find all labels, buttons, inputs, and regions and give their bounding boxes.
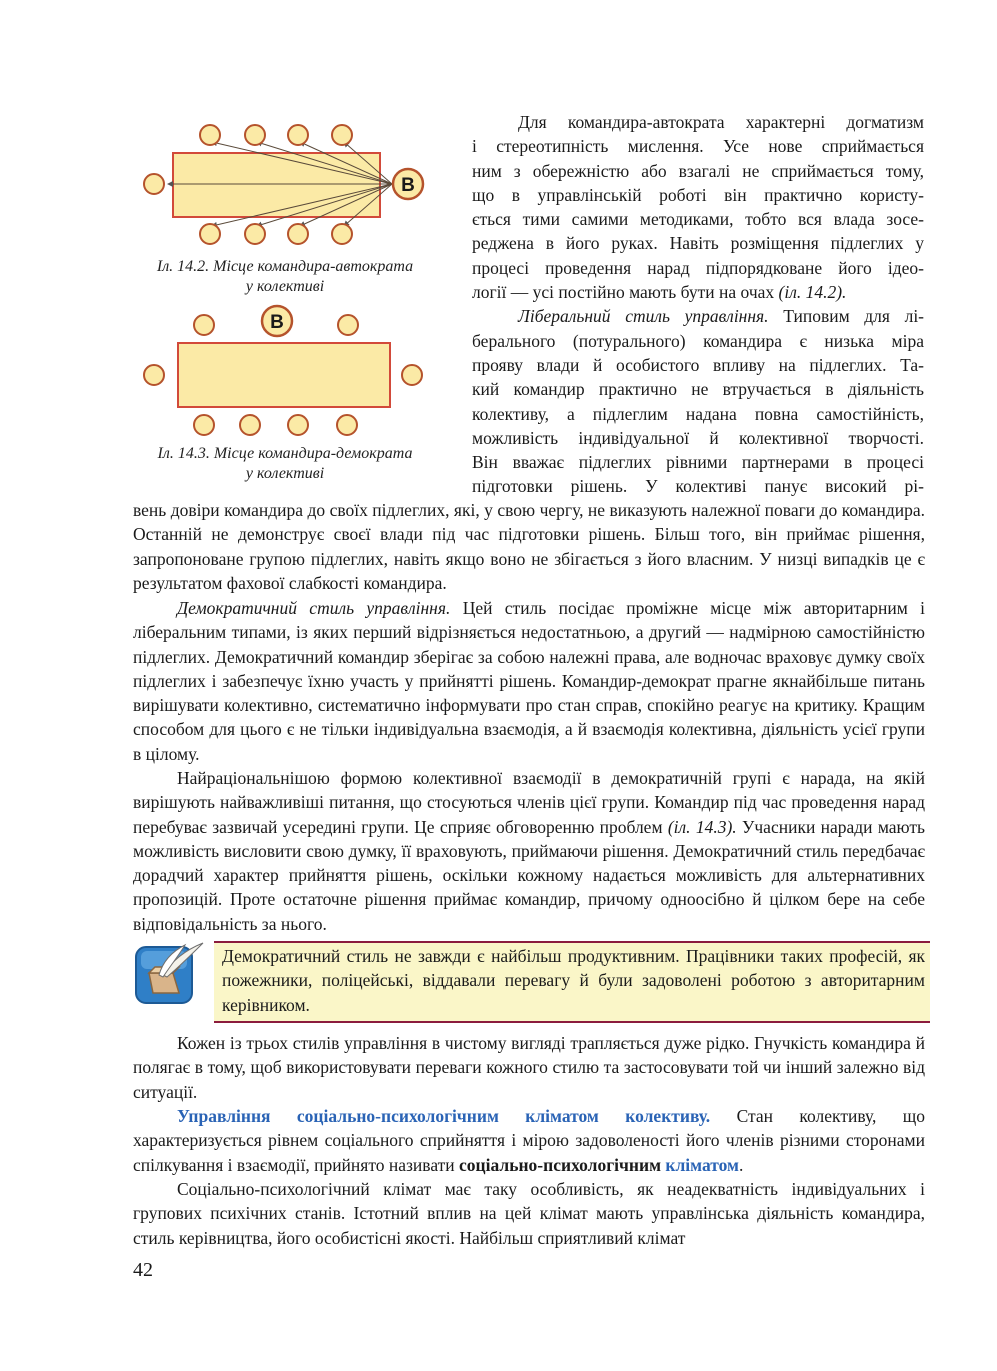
- meeting-table: [178, 343, 390, 407]
- text-line: берального (потурального) командира є низька міра: [472, 330, 924, 351]
- paragraph-autocrat: [472, 110, 924, 499]
- key-term: соціально-психологічним: [459, 1154, 661, 1175]
- text-line: Для командира-автократа характерні догматизм: [518, 112, 924, 132]
- figure-democrat-seating: [140, 303, 430, 443]
- paragraph-meeting: [133, 766, 925, 936]
- text-fragment: Типовим для лі-: [783, 306, 925, 327]
- meeting-table: [173, 153, 380, 217]
- figure-autocrat-seating: [140, 120, 430, 250]
- autocrat-diagram: [140, 120, 430, 250]
- figure-caption-14-2: [140, 257, 430, 297]
- text-fragment: Найраціональнішою формою колективної взаємодії в демократичній групі є нарада, на якій вирішують найважливіші питання, що стосуються членів цієї групи. Командир під час проведення нарад перебуває зазвичай усередині групи. Це сприяє обговоренню проблем: [133, 768, 925, 837]
- paragraph-climate: [133, 1104, 925, 1177]
- caption-line: Іл. 14.2. Місце командира-автократа: [156, 258, 414, 275]
- text-line: колективу, а підлеглим надана повна самостійність,: [472, 403, 924, 424]
- text-line: Він вважає підлеглих рівними партнерами в процесі: [472, 452, 924, 473]
- text-line: можливість індивідуальної й колективної творчості.: [472, 427, 924, 448]
- page-number: 42: [133, 1259, 153, 1281]
- text-line: процесі проведення нарад підпорядковане його ідео-: [472, 257, 924, 278]
- leader-label: В: [270, 312, 284, 333]
- text-line: ється тими самими методиками, тобто вся влада зосе-: [472, 209, 924, 230]
- figure-reference: (іл. 14.2).: [778, 282, 847, 303]
- style-term: Ліберальний стиль управління.: [518, 306, 769, 327]
- democrat-diagram: [140, 303, 430, 443]
- feather-box-icon: [133, 939, 205, 1012]
- text-fragment: логії — усі постійно мають бути на очах: [472, 282, 775, 303]
- figure-caption-14-3: [140, 444, 430, 484]
- text-fragment: Стан колективу, що характеризується рівнем соціального сприйняття і мірою задоволеності його членів різними сторонами спілкування і взаємодії, прийнято називати: [133, 1106, 926, 1175]
- paragraph-climate-features: Соціально-психологічний клімат має таку особливість, як неадекватність індивідуальних і групових психічних станів. Істотний вплив на цей клімат мають управлінська діяльність командира, стиль керівництва, його особистісні якості. Найбільш сприятливий клімат: [133, 1179, 925, 1248]
- text-line: підготовки рішень. У колективі панує високий рі-: [472, 476, 924, 497]
- text-line: [472, 304, 924, 328]
- paragraph-liberal-continued: вень довіри командира до своїх підлеглих, які, у свою чергу, не виказують належної поваги до командира. Останній не демонструє своєї влади під час підготовки рішень. Більш того, він приймає рішення, запропоноване групою підлеглих, навіть якщо воно не збігається з його власним. У низці випадків це є результатом фахової слабкості командира.: [133, 500, 925, 593]
- caption-line: Іл. 14.3. Місце командира-демократа: [157, 445, 413, 462]
- paragraph-democratic: [133, 596, 925, 766]
- key-term: кліматом: [665, 1154, 739, 1175]
- text-fragment: Цей стиль посідає проміжне місце між авторитарним і ліберальним типами, із яких перший відрізняється недостатньою, а другий — надмірною самостійністю підлеглих. Демократичний командир зберігає за собою належні права, але водночас враховує думку своїх підлеглих і забезпечує їхню участь у прийнятті рішень. Командир-демократ прагне якнайбільше питань вирішувати колективно, систематично інформувати про стан справ, спокійно реагує на критику. Кращим способом для цього є не тільки індивідуальна взаємодія, а й взаємодія колективна, діяльність усієї групи в цілому.: [133, 598, 926, 764]
- text-line: реджена в його руках. Навіть розміщення підлеглих у: [472, 233, 924, 254]
- note-text: Демократичний стиль не завжди є найбільш продуктивним. Працівники таких професій, як пожежники, поліцейські, віддавали перевагу й були задоволені роботою з авторитарним керівником.: [222, 946, 925, 1015]
- leader-label: В: [401, 175, 415, 196]
- section-heading: Управління соціально-психологічним кліматом колективу.: [177, 1106, 711, 1126]
- text-fragment: .: [738, 1154, 744, 1175]
- text-fragment: Учасники наради мають можливість висловити свою думку, її враховують, приймаючи рішення. Демократичний стиль передбачає дорадчий характер прийняття рішень, оскільки кожному надається можливість для альтернативних пропозицій. Проте остаточне рішення приймає командир, причому одноосібно й цілком бере на себе відповідальність за нього.: [133, 816, 926, 934]
- paragraph-flexibility: Кожен із трьох стилів управління в чистому вигляді трапляється дуже рідко. Гнучкість командира й полягає в тому, щоб використовувати переваги кожного стилю та застосовувати той чи інший залежно від ситуації.: [133, 1033, 925, 1102]
- text-line: прояву влади й особистого впливу на підлеглих. Та-: [472, 354, 924, 375]
- caption-line: у колективі: [245, 278, 325, 295]
- text-line: [472, 280, 924, 304]
- style-term: Демократичний стиль управління.: [177, 598, 451, 618]
- text-line: що в управлінській роботі він практично користу-: [472, 184, 924, 205]
- text-line: кий командир практично не втручається в діяльність: [472, 379, 924, 400]
- figure-reference: (іл. 14.3).: [667, 816, 737, 837]
- text-line: ним з обережністю або взагалі не сприймається тому,: [472, 160, 924, 181]
- caption-line: у колективі: [245, 465, 325, 482]
- text-line: і стереотипність мислення. Усе нове сприймається: [472, 136, 924, 157]
